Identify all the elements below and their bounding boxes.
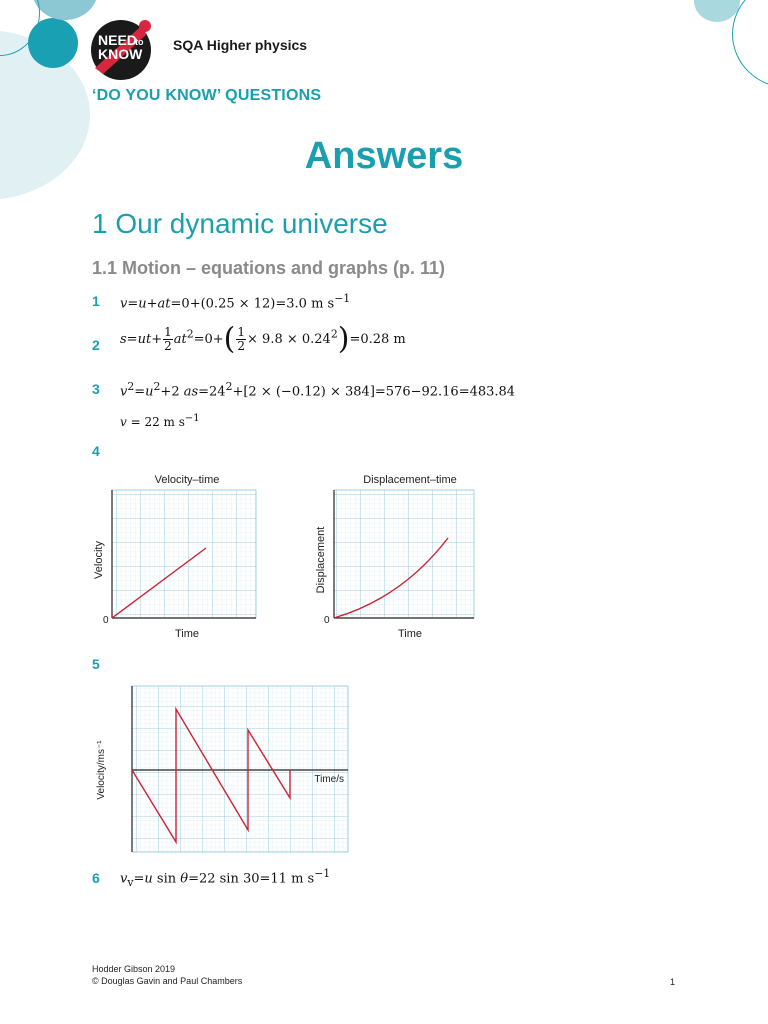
question-number-3: 3 — [92, 381, 100, 397]
vt-title: Velocity–time — [154, 474, 220, 486]
logo-line1: NEED — [98, 32, 137, 48]
question-number-2: 2 — [92, 337, 100, 353]
vt-ylabel: Velocity — [93, 541, 105, 579]
chapter-title: 1 Our dynamic universe — [92, 208, 388, 239]
section-title: 1.1 Motion – equations and graphs (p. 11) — [92, 258, 446, 278]
footer — [92, 963, 242, 987]
vt-xlabel: Time — [174, 628, 200, 640]
decor-circle-light-top — [32, 0, 98, 20]
question-number-6: 6 — [92, 870, 100, 886]
footer-copyright: © Douglas Gavin and Paul Chambers — [92, 976, 243, 986]
equation-q6: $v_v=u$ sin θ=22 sin 30=11 m $s^{-1}$ — [120, 867, 331, 889]
dt-title: Displacement–time — [363, 474, 457, 486]
velocity-time-sawtooth-graph — [92, 684, 354, 856]
velocity-time-graph — [92, 470, 272, 640]
logo-line3: KNOW — [98, 46, 143, 62]
decor-ring-right — [732, 0, 768, 88]
dt-origin: 0 — [324, 615, 330, 626]
vt-origin: 0 — [103, 615, 109, 626]
equation-q2: s=ut+ $\frac{1}{2}$ $at^2=0+$( $\frac{1}{2}$ × $9.8 \times 0.24^2)=0.28$ m — [120, 321, 406, 357]
equation-q1: v=u+at=0+(0.25 × 12)=3.0 m $s^{-1}$ — [120, 292, 351, 312]
section-label: ‘DO YOU KNOW’ QUESTIONS — [92, 87, 322, 104]
dt-ylabel: Displacement — [315, 526, 327, 594]
header-title: SQA Higher physics — [173, 37, 308, 53]
question-number-5: 5 — [92, 656, 100, 672]
footer-publisher: Hodder Gibson 2019 — [92, 964, 176, 974]
question-number-4: 4 — [92, 443, 100, 459]
page-number: 1 — [670, 977, 676, 987]
page-title: Answers — [304, 135, 464, 177]
equation-q3-result: v = 22 m $s^{-1}$ — [120, 413, 200, 429]
equation-q3: $v^2=u^2+2$ $as=24^2+[2 \times (-0.12) \times 384]=576-92.16=483.84$ — [120, 380, 516, 400]
q5-ylabel: Velocity/ms⁻¹ — [96, 740, 107, 800]
need-to-know-logo — [89, 20, 153, 80]
question-number-1: 1 — [92, 293, 100, 309]
displacement-time-graph — [312, 470, 492, 640]
q5-xlabel: Time/s — [314, 774, 344, 785]
logo-line2: to — [135, 37, 144, 47]
dt-xlabel: Time — [397, 628, 423, 640]
